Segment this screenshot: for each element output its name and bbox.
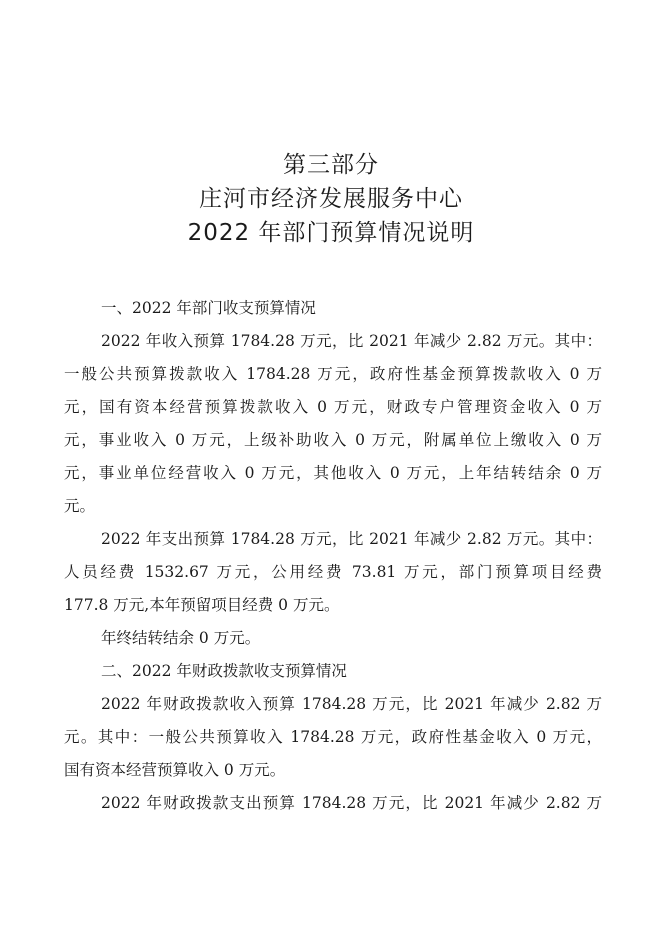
paragraph-line: 177.8 万元,本年预留项目经费 0 万元。 <box>64 596 340 614</box>
paragraph-line: 一般公共预算拨款收入 1784.28 万元，政府性基金预算拨款收入 0 万 <box>64 365 602 383</box>
paragraph-line: 2022 年财政拨款支出预算 1784.28 万元，比 2021 年减少 2.82 万 <box>101 794 602 812</box>
paragraph-line: 元，事业单位经营收入 0 万元，其他收入 0 万元，上年结转结余 0 万 <box>64 464 602 482</box>
paragraph-line: 2022 年支出预算 1784.28 万元，比 2021 年减少 2.82 万元。其中： <box>101 530 602 548</box>
paragraph-line: 元。其中：一般公共预算收入 1784.28 万元，政府性基金收入 0 万元， <box>64 728 602 746</box>
paragraph-line: 元，事业收入 0 万元，上级补助收入 0 万元，附属单位上缴收入 0 万 <box>64 431 602 449</box>
paragraph-line: 元。 <box>64 497 96 515</box>
paragraph-line: 国有资本经营预算收入 0 万元。 <box>64 761 286 779</box>
paragraph-line: 2022 年收入预算 1784.28 万元，比 2021 年减少 2.82 万元。其中： <box>101 332 602 350</box>
paragraph-line: 元，国有资本经营预算拨款收入 0 万元，财政专户管理资金收入 0 万 <box>64 398 602 416</box>
section-heading-1: 一、2022 年部门收支预算情况 <box>101 299 316 317</box>
title-block <box>0 148 662 250</box>
document-title: 2022 年部门预算情况说明 <box>187 220 475 246</box>
part-heading: 第三部分 <box>283 152 379 178</box>
paragraph-line: 年终结转结余 0 万元。 <box>101 629 261 647</box>
section-heading-2: 二、2022 年财政拨款收支预算情况 <box>101 662 347 680</box>
organization-name: 庄河市经济发展服务中心 <box>199 186 463 212</box>
paragraph-line: 人员经费 1532.67 万元，公用经费 73.81 万元，部门预算项目经费 <box>64 563 602 581</box>
paragraph-line: 2022 年财政拨款收入预算 1784.28 万元，比 2021 年减少 2.82 万 <box>101 695 602 713</box>
document-body <box>64 292 602 820</box>
